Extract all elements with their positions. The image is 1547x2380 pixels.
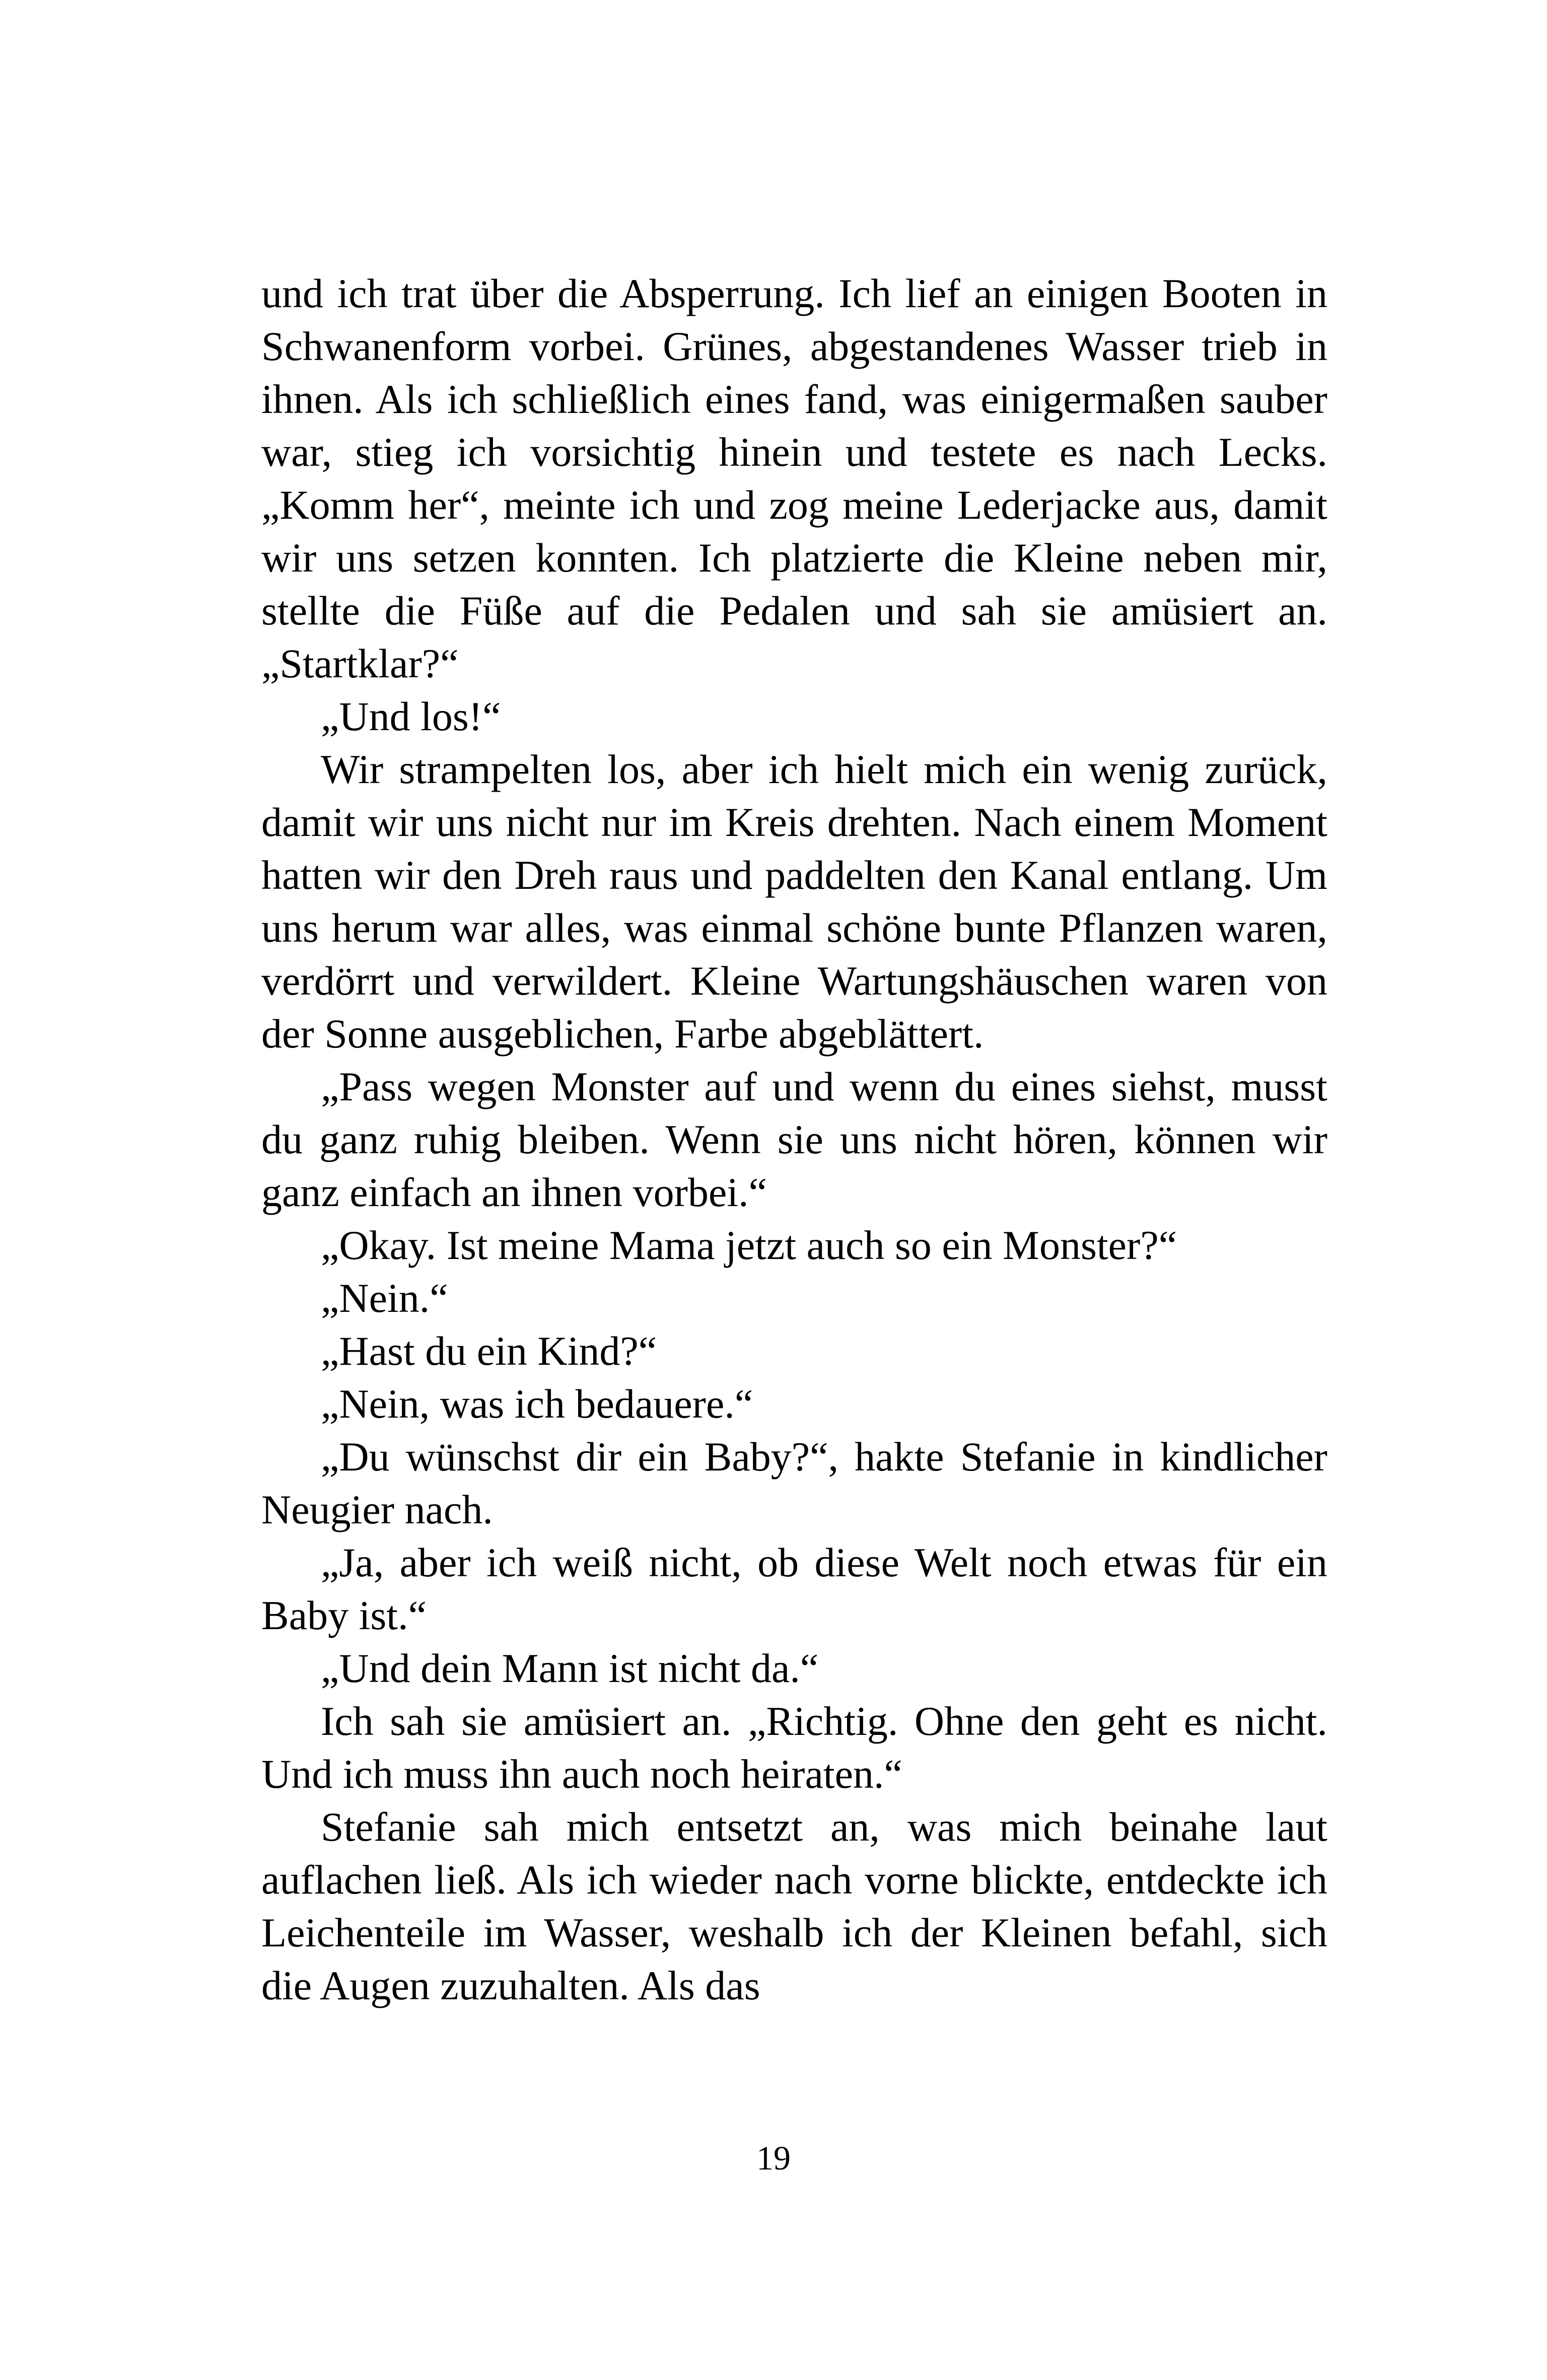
paragraph-dialogue: „Nein.“ <box>321 1275 448 1321</box>
paragraph-narrative: Wir strampelten los, aber ich hielt mich ein wenig zurück, damit wir uns nicht nur im Kreis drehten. Nach einem Moment hatten wir den Dreh raus und paddelten den Kanal entlang. Um uns herum war alles, was einmal schöne bunte Pflanzen waren, verdörrt und verwildert. Kleine Wartungshäuschen waren von der Sonne ausgeblichen, Farbe abgeblättert. <box>261 746 1327 1057</box>
paragraph-continued: und ich trat über die Absperrung. Ich lief an einigen Booten in Schwanenform vorbei. Grünes, abgestandenes Wasser trieb in ihnen. Als ich schließlich eines fand, was einigermaßen sauber war, stieg ich vorsichtig hinein und testete es nach Lecks. „Komm her“, meinte ich und zog meine Lederjacke aus, damit wir uns setzen konnten. Ich platzierte die Kleine neben mir, stellte die Füße auf die Pedalen und sah sie amüsiert an. „Startklar?“ <box>261 270 1327 686</box>
paragraph-dialogue: „Pass wegen Monster auf und wenn du eines siehst, musst du ganz ruhig bleiben. Wenn sie uns nicht hören, können wir ganz einfach an ihnen vorbei.“ <box>261 1064 1327 1215</box>
paragraph-dialogue: „Und los!“ <box>321 693 501 739</box>
paragraph-dialogue: „Hast du ein Kind?“ <box>321 1328 657 1374</box>
paragraph-dialogue: „Ja, aber ich weiß nicht, ob diese Welt noch etwas für ein Baby ist.“ <box>261 1539 1327 1638</box>
paragraph-narrative: Ich sah sie amüsiert an. „Richtig. Ohne den geht es nicht. Und ich muss ihn auch noch heiraten.“ <box>261 1698 1327 1797</box>
body-text <box>261 267 1327 2012</box>
paragraph-dialogue: „Und dein Mann ist nicht da.“ <box>321 1645 819 1691</box>
paragraph-dialogue: „Du wünschst dir ein Baby?“, hakte Stefanie in kindlicher Neugier nach. <box>261 1434 1327 1532</box>
page-number: 19 <box>756 2139 791 2177</box>
paragraph-narrative: Stefanie sah mich entsetzt an, was mich beinahe laut auflachen ließ. Als ich wieder nach vorne blickte, entdeckte ich Leichenteile im Wasser, weshalb ich der Kleinen befahl, sich die Augen zuzuhalten. Als das <box>261 1804 1327 2008</box>
paragraph-dialogue: „Okay. Ist meine Mama jetzt auch so ein Monster?“ <box>321 1222 1177 1268</box>
paragraph-dialogue: „Nein, was ich bedauere.“ <box>321 1381 753 1427</box>
